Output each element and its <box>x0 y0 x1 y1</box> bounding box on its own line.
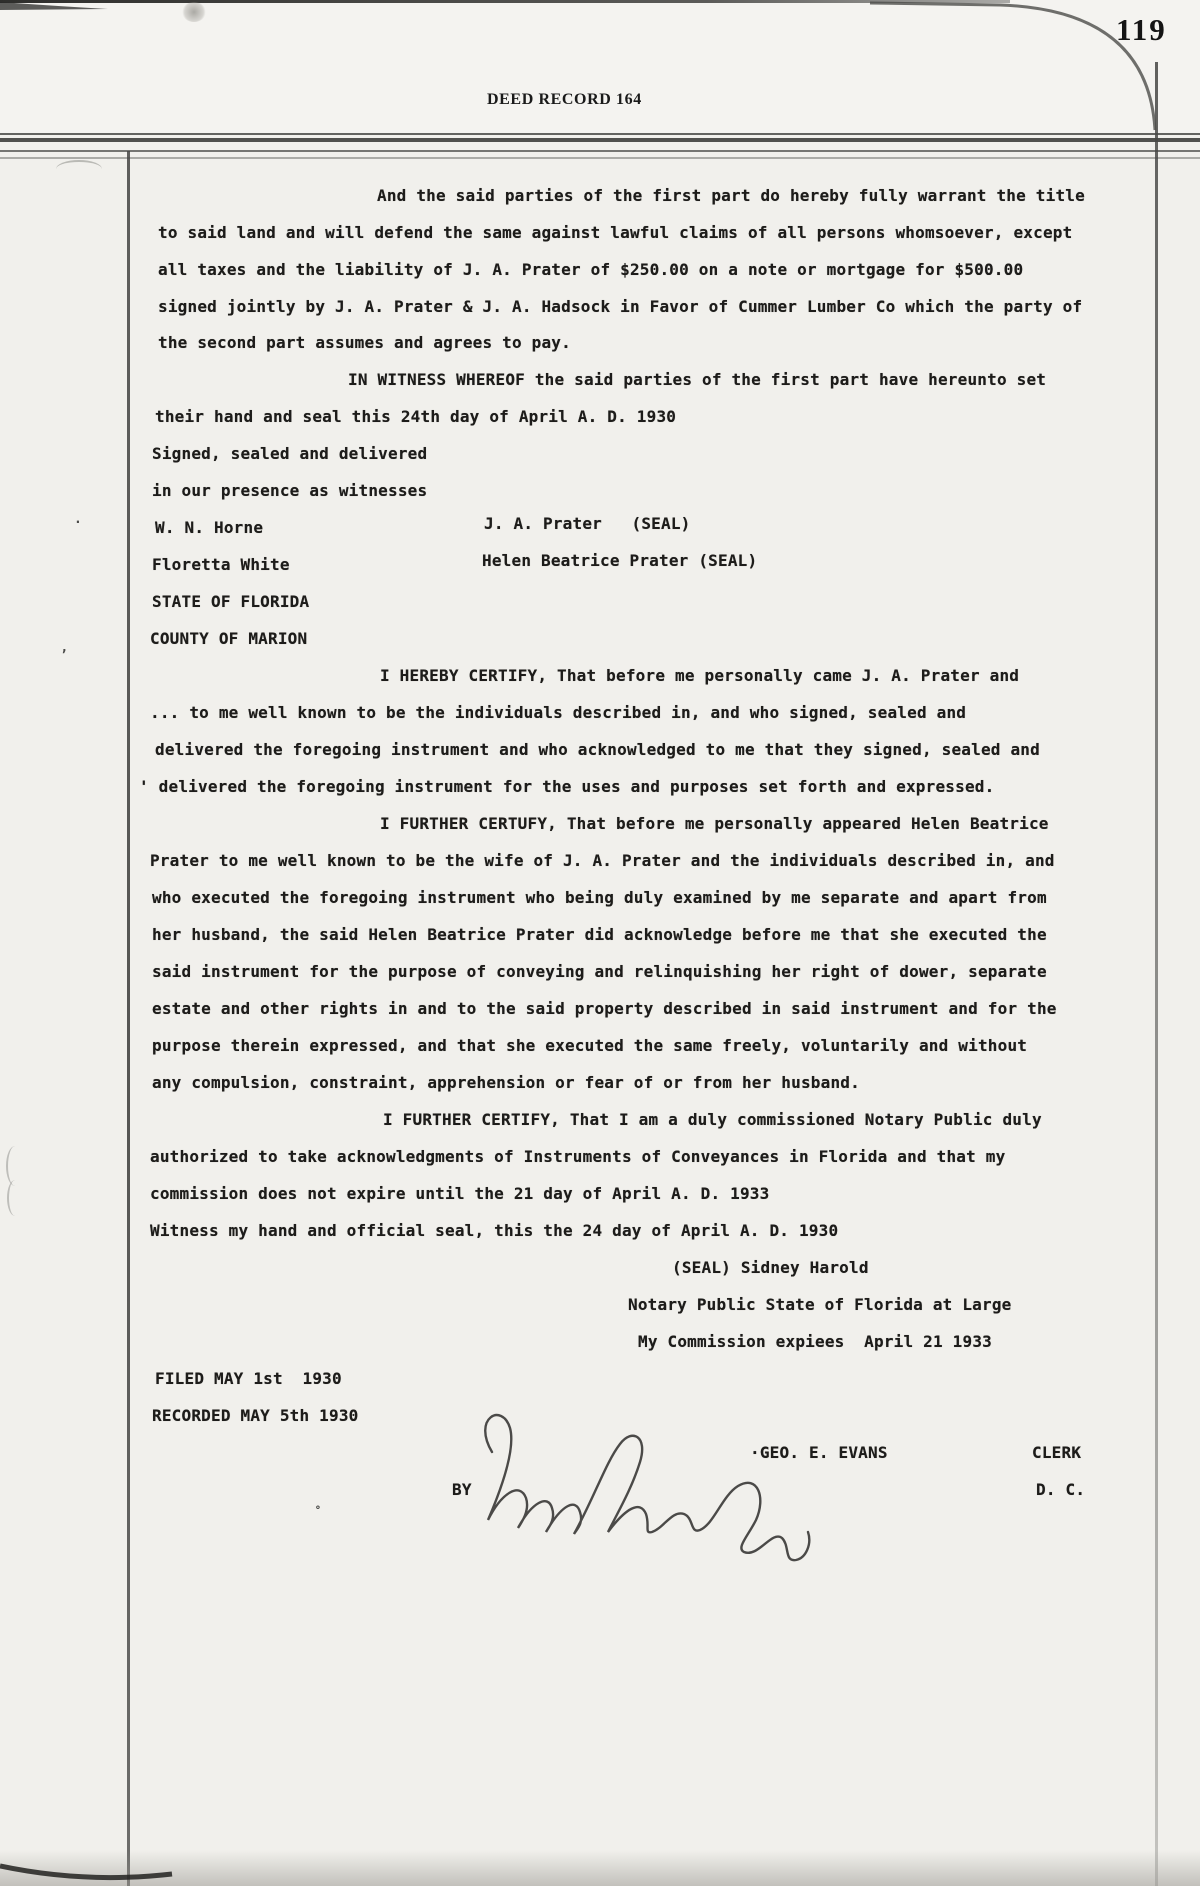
deed-text-line: I FURTHER CERTIFY, That I am a duly commissioned Notary Public duly <box>383 1110 1042 1129</box>
deputy-clerk-title: D. C. <box>1036 1480 1086 1499</box>
page-number: 119 <box>1116 12 1167 47</box>
filing-stamp-filed: FILED MAY 1st 1930 <box>155 1369 342 1388</box>
ink-speck: ’ <box>60 648 68 663</box>
deed-text-line: Prater to me well known to be the wife of J. A. Prater and the individuals described in, and <box>150 851 1055 870</box>
deed-text-line: commission does not expire until the 21 day of April A. D. 1933 <box>150 1184 770 1203</box>
deed-text-line: their hand and seal this 24th day of April A. D. 1930 <box>155 407 677 426</box>
venue-county: COUNTY OF MARION <box>150 629 308 648</box>
book-header: DEED RECORD 164 <box>487 91 642 108</box>
deed-text-line: to said land and will defend the same against lawful claims of all persons whomsoever, except <box>158 223 1073 242</box>
ink-speck: . <box>74 512 82 527</box>
deed-text-line: her husband, the said Helen Beatrice Prater did acknowledge before me that she executed the <box>152 925 1047 944</box>
deed-text-line: signed jointly by J. A. Prater & J. A. Hadsock in Favor of Cummer Lumber Co which the party of <box>158 297 1083 316</box>
scan-bottom-left-curl <box>0 1866 172 1878</box>
deed-text-line: I FURTHER CERTUFY, That before me personally appeared Helen Beatrice <box>380 814 1049 833</box>
page-corner-curve <box>870 3 1155 130</box>
deed-text-line: Witness my hand and official seal, this the 24 day of April A. D. 1930 <box>150 1221 839 1240</box>
deed-text-line: any compulsion, constraint, apprehension or fear of or from her husband. <box>152 1073 860 1092</box>
deed-text-line: IN WITNESS WHEREOF the said parties of the first part have hereunto set <box>348 370 1047 389</box>
witness-signature-2: Floretta White <box>152 555 290 574</box>
deed-text-line: delivered the foregoing instrument and who acknowledged to me that they signed, sealed and <box>155 740 1040 759</box>
deed-text-line: all taxes and the liability of J. A. Prater of $250.00 on a note or mortgage for $500.00 <box>158 260 1024 279</box>
notary-title-line: Notary Public State of Florida at Large <box>628 1295 1012 1314</box>
deed-text-line: authorized to take acknowledgments of Instruments of Conveyances in Florida and that my <box>150 1147 1006 1166</box>
witness-signature-1: W. N. Horne <box>155 518 264 537</box>
filing-stamp-recorded: RECORDED MAY 5th 1930 <box>152 1406 359 1425</box>
deed-text-line: in our presence as witnesses <box>152 481 428 500</box>
scan-top-left-smudge <box>0 2 108 10</box>
deed-text-line: who executed the foregoing instrument who being duly examined by me separate and apart from <box>152 888 1047 907</box>
deed-text-line: estate and other rights in and to the said property described in said instrument and for the <box>152 999 1057 1018</box>
deed-text-line: I HEREBY CERTIFY, That before me personally came J. A. Prater and <box>380 666 1020 685</box>
deed-text-line: ... to me well known to be the individuals described in, and who signed, sealed and <box>150 703 967 722</box>
venue-state: STATE OF FLORIDA <box>152 592 310 611</box>
clerk-name: ·GEO. E. EVANS <box>750 1443 888 1462</box>
deed-text-line: And the said parties of the first part do hereby fully warrant the title <box>377 186 1085 205</box>
deed-text-line: said instrument for the purpose of conveying and relinquishing her right of dower, separate <box>152 962 1047 981</box>
deed-text-line: ' delivered the foregoing instrument for the uses and purposes set forth and expressed. <box>139 777 995 796</box>
deed-text-line: purpose therein expressed, and that she executed the same freely, voluntarily and without <box>152 1036 1028 1055</box>
clerk-title: CLERK <box>1032 1443 1082 1462</box>
by-label: BY <box>452 1480 472 1499</box>
grantor-signature-1: J. A. Prater (SEAL) <box>484 514 691 533</box>
notary-seal-line: (SEAL) Sidney Harold <box>672 1258 869 1277</box>
deed-text-line: the second part assumes and agrees to pay. <box>158 333 571 352</box>
notary-commission-line: My Commission expiees April 21 1933 <box>638 1332 992 1351</box>
handwritten-signature <box>485 1415 809 1560</box>
deed-text-line: Signed, sealed and delivered <box>152 444 428 463</box>
grantor-signature-2: Helen Beatrice Prater (SEAL) <box>482 551 758 570</box>
